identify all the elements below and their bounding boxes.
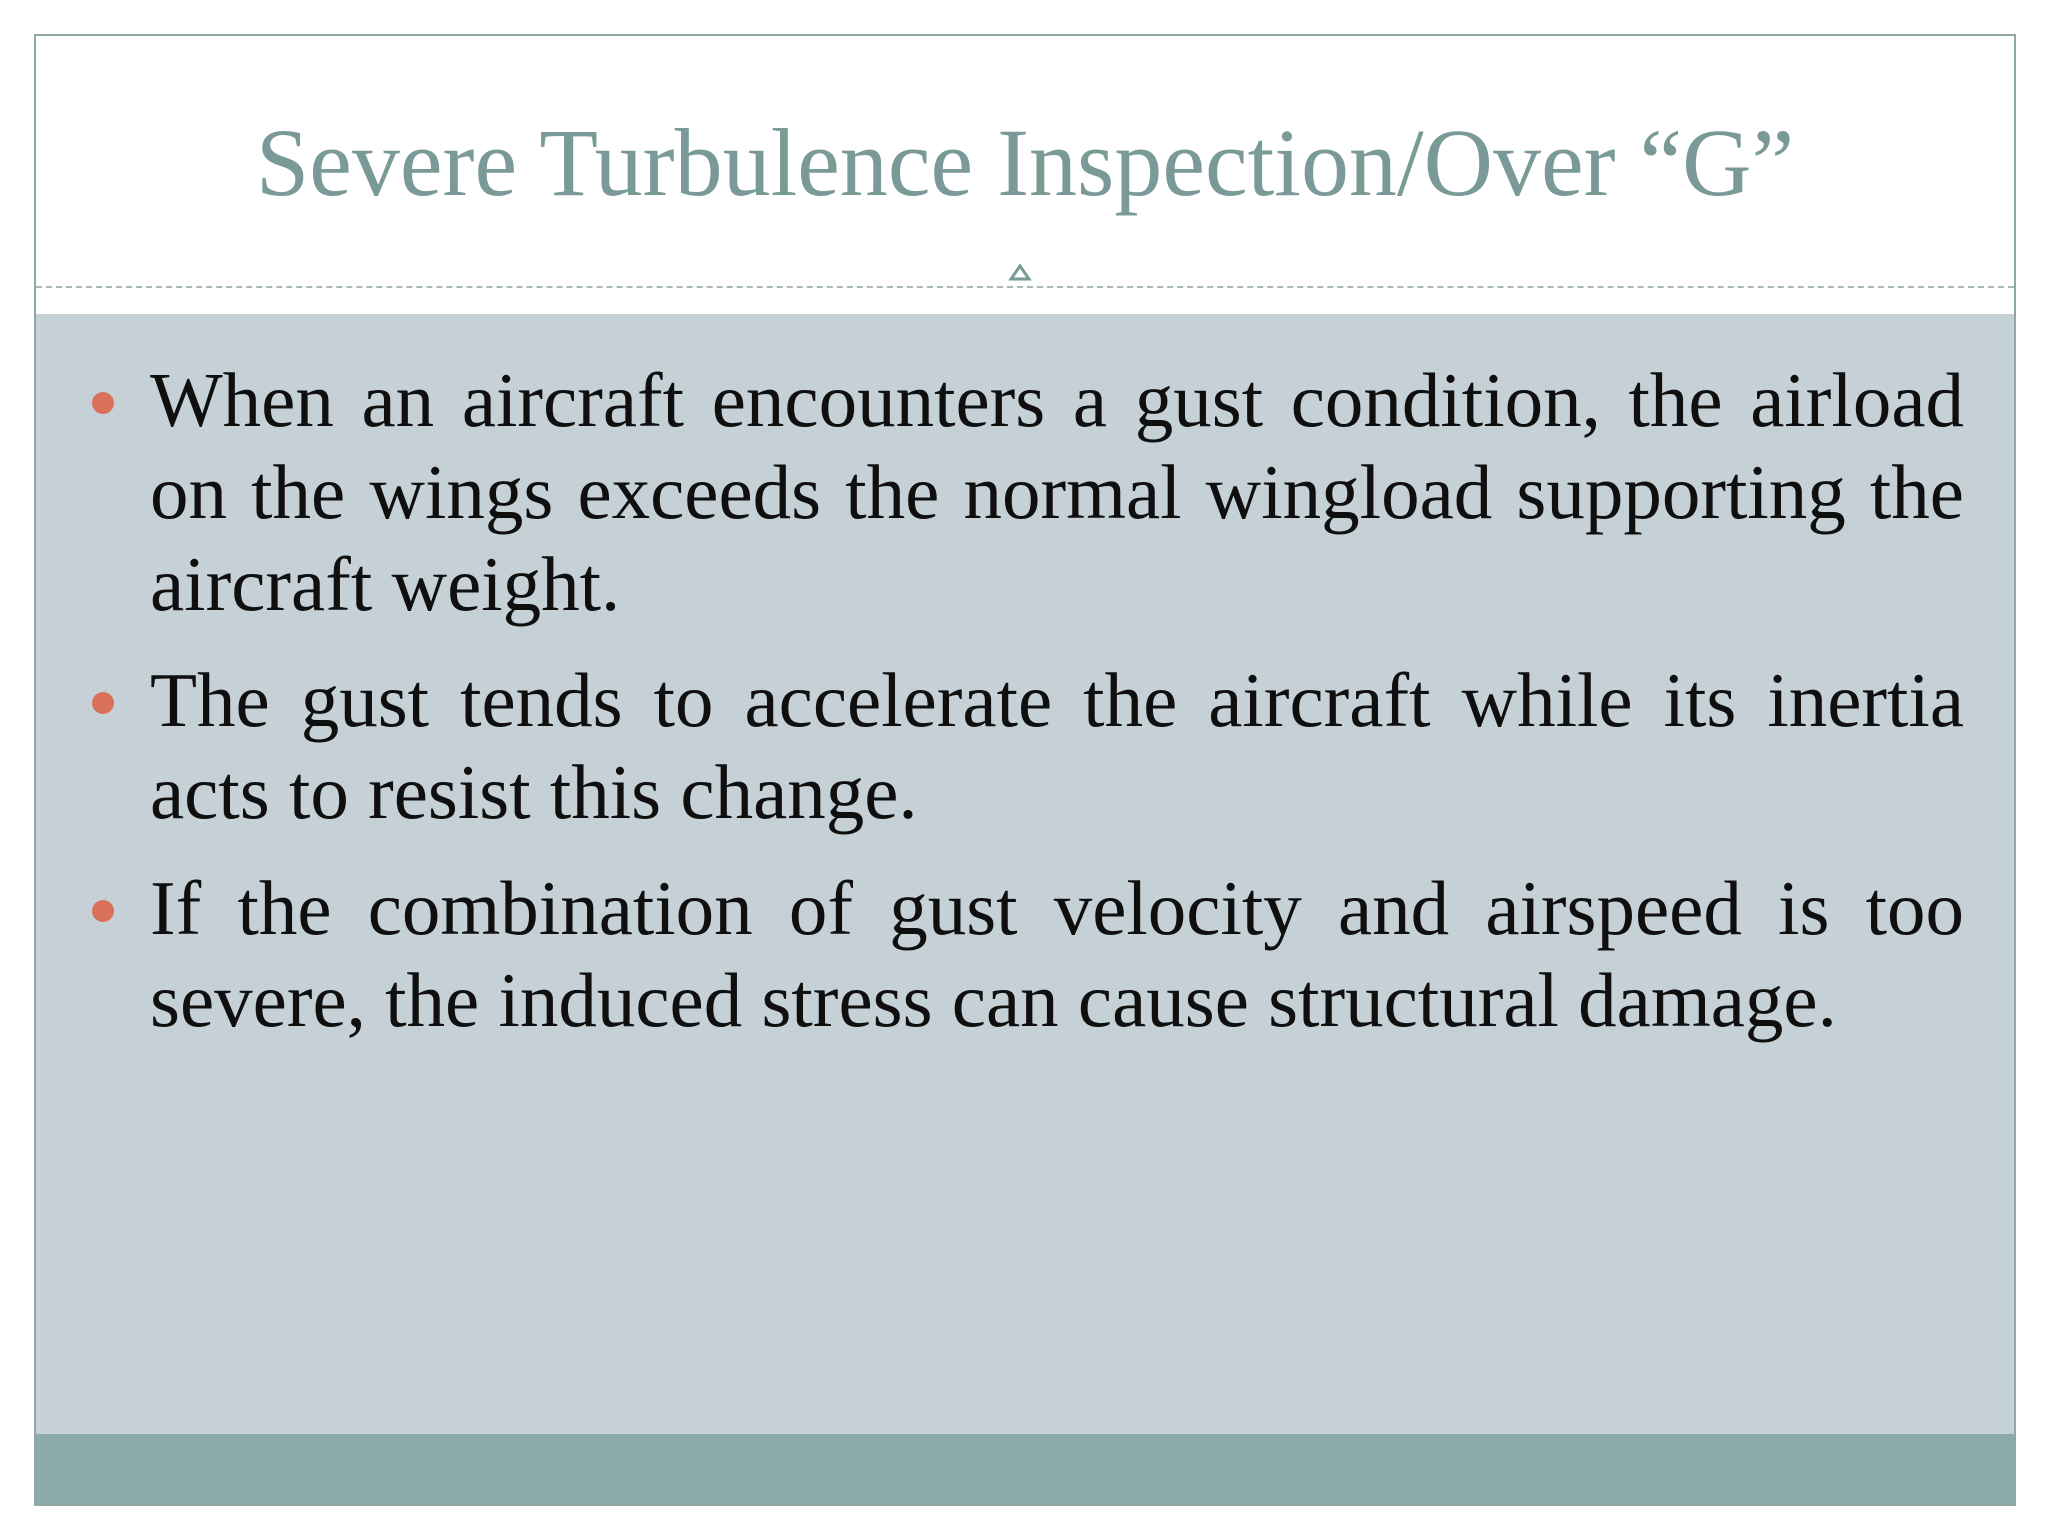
bullet-text: When an aircraft encounters a gust condition, the airload on the wings exceeds the normal wingload supporting the aircraft weight.	[150, 357, 1964, 627]
slide-frame	[34, 34, 2016, 1506]
bullet-item	[150, 654, 1964, 838]
title-area	[36, 36, 2014, 288]
triangle-ornament-icon	[1008, 264, 1032, 282]
bullet-item	[150, 862, 1964, 1046]
title-divider	[36, 286, 2014, 288]
bullet-text: The gust tends to accelerate the aircraft while its inertia acts to resist this change.	[150, 657, 1964, 835]
bullet-dot-icon	[92, 692, 114, 714]
footer-band	[36, 1434, 2014, 1504]
bullet-list	[150, 354, 1964, 1070]
bullet-dot-icon	[92, 392, 114, 414]
bullet-text: If the combination of gust velocity and airspeed is too severe, the induced stress can cause structural damage.	[150, 865, 1964, 1043]
bullet-dot-icon	[92, 900, 114, 922]
bullet-item	[150, 354, 1964, 630]
content-area	[36, 314, 2014, 1438]
slide-title: Severe Turbulence Inspection/Over “G”	[255, 109, 1795, 216]
